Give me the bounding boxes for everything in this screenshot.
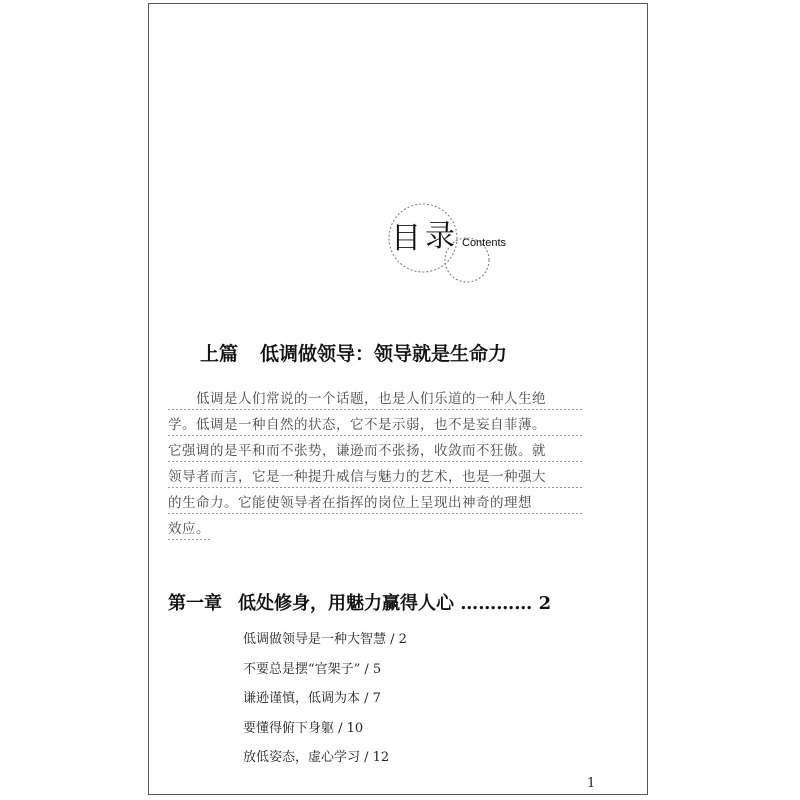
- page-number: 1: [587, 776, 596, 791]
- intro-line: 低调是人们常说的一个话题，也是人们乐道的一种人生绝: [168, 386, 582, 412]
- toc-item[interactable]: 低调做领导是一种大智慧 / 2: [243, 632, 407, 647]
- heading-english: Contents: [462, 237, 507, 249]
- chapter-leader: …………: [460, 593, 533, 614]
- contents-heading: [385, 200, 505, 290]
- heading-char-mu: 目: [391, 221, 421, 256]
- intro-paragraph: [168, 386, 582, 551]
- intro-line: 它强调的是平和而不张势，谦逊而不张扬，收敛而不狂傲。就: [168, 438, 582, 464]
- chapter-title-text: 低处修身，用魅力赢得人心: [238, 593, 454, 614]
- part-title-text: 低调做领导：领导就是生命力: [260, 343, 508, 365]
- toc-item[interactable]: 要懂得俯下身躯 / 10: [243, 720, 364, 736]
- intro-line: 领导者而言，它是一种提升威信与魅力的艺术，也是一种强大: [168, 464, 582, 490]
- chapter-page: 2: [538, 593, 552, 614]
- part-label: 上篇: [200, 343, 239, 365]
- intro-line: 的生命力。它能使领导者在指挥的岗位上呈现出神奇的理想: [168, 490, 582, 516]
- toc-item[interactable]: 放低姿态，虚心学习 / 12: [243, 750, 390, 765]
- heading-char-lu: 录: [425, 219, 455, 254]
- toc-list: [243, 630, 407, 778]
- toc-item[interactable]: 不要总是摆“官架子” / 5: [243, 661, 382, 677]
- intro-line: 效应。: [168, 516, 210, 542]
- intro-line: 学。低调是一种自然的状态，它不是示弱，也不是妄自菲薄。: [168, 412, 582, 438]
- toc-item[interactable]: 谦逊谨慎，低调为本 / 7: [243, 691, 381, 706]
- chapter-label: 第一章: [168, 593, 222, 614]
- chapter-heading[interactable]: [168, 589, 551, 615]
- part-title: [200, 339, 507, 366]
